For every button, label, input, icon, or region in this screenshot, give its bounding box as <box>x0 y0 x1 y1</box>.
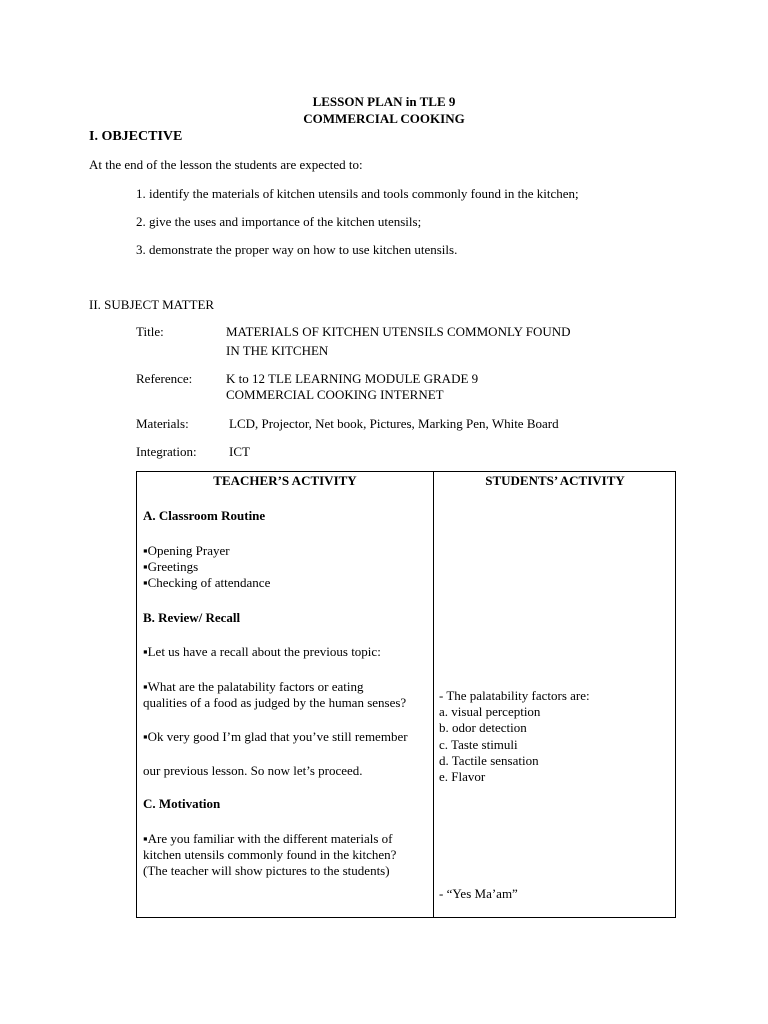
palatability-question-continued: qualities of a food as judged by the human senses? <box>143 695 407 710</box>
subject-matter-heading: II. SUBJECT MATTER <box>89 297 215 312</box>
materials-value: LCD, Projector, Net book, Pictures, Marking Pen, White Board <box>229 416 559 431</box>
objective-heading: I. OBJECTIVE <box>89 129 183 144</box>
palatability-factor: c. Taste stimuli <box>439 737 518 752</box>
materials-label: Materials: <box>136 416 189 431</box>
palatability-question: ▪What are the palatability factors or eating <box>143 679 364 694</box>
students-activity-header: STUDENTS’ ACTIVITY <box>485 473 625 488</box>
title-value: MATERIALS OF KITCHEN UTENSILS COMMONLY FOUND <box>226 324 571 339</box>
classroom-routine-heading: A. Classroom Routine <box>143 508 266 523</box>
palatability-factor: e. Flavor <box>439 769 486 784</box>
activity-table <box>136 471 676 918</box>
reference-label: Reference: <box>136 371 193 386</box>
title-label: Title: <box>136 324 164 339</box>
document-title: LESSON PLAN in TLE 9 <box>312 94 456 109</box>
objective-item: 3. demonstrate the proper way on how to use kitchen utensils. <box>136 242 458 257</box>
motivation-question-continued: kitchen utensils commonly found in the kitchen? <box>143 847 397 862</box>
teacher-feedback: ▪Ok very good I’m glad that you’ve still remember <box>143 729 408 744</box>
reference-value-continued: COMMERCIAL COOKING INTERNET <box>226 387 444 402</box>
teacher-activity-header: TEACHER’S ACTIVITY <box>213 473 357 488</box>
table-column-divider <box>433 472 434 917</box>
palatability-factor: d. Tactile sensation <box>439 753 539 768</box>
palatability-factor: b. odor detection <box>439 720 527 735</box>
recall-prompt: ▪Let us have a recall about the previous topic: <box>143 644 381 659</box>
palatability-factor: a. visual perception <box>439 704 541 719</box>
objective-intro: At the end of the lesson the students are expected to: <box>89 157 363 172</box>
motivation-question: ▪Are you familiar with the different materials of <box>143 831 393 846</box>
routine-item: ▪Greetings <box>143 559 199 574</box>
objective-item: 2. give the uses and importance of the kitchen utensils; <box>136 214 422 229</box>
student-answer: - “Yes Ma’am” <box>439 886 518 901</box>
routine-item: ▪Checking of attendance <box>143 575 271 590</box>
reference-value: K to 12 TLE LEARNING MODULE GRADE 9 <box>226 371 479 386</box>
title-value-continued: IN THE KITCHEN <box>226 343 329 358</box>
motivation-heading: C. Motivation <box>143 796 221 811</box>
teacher-feedback-continued: our previous lesson. So now let’s proceed. <box>143 763 363 778</box>
motivation-instruction: (The teacher will show pictures to the students) <box>143 863 390 878</box>
document-subtitle: COMMERCIAL COOKING <box>303 111 465 126</box>
objective-item: 1. identify the materials of kitchen utensils and tools commonly found in the kitchen; <box>136 186 579 201</box>
integration-label: Integration: <box>136 444 197 459</box>
routine-item: ▪Opening Prayer <box>143 543 230 558</box>
review-recall-heading: B. Review/ Recall <box>143 610 241 625</box>
palatability-answer-intro: - The palatability factors are: <box>439 688 590 703</box>
integration-value: ICT <box>229 444 250 459</box>
